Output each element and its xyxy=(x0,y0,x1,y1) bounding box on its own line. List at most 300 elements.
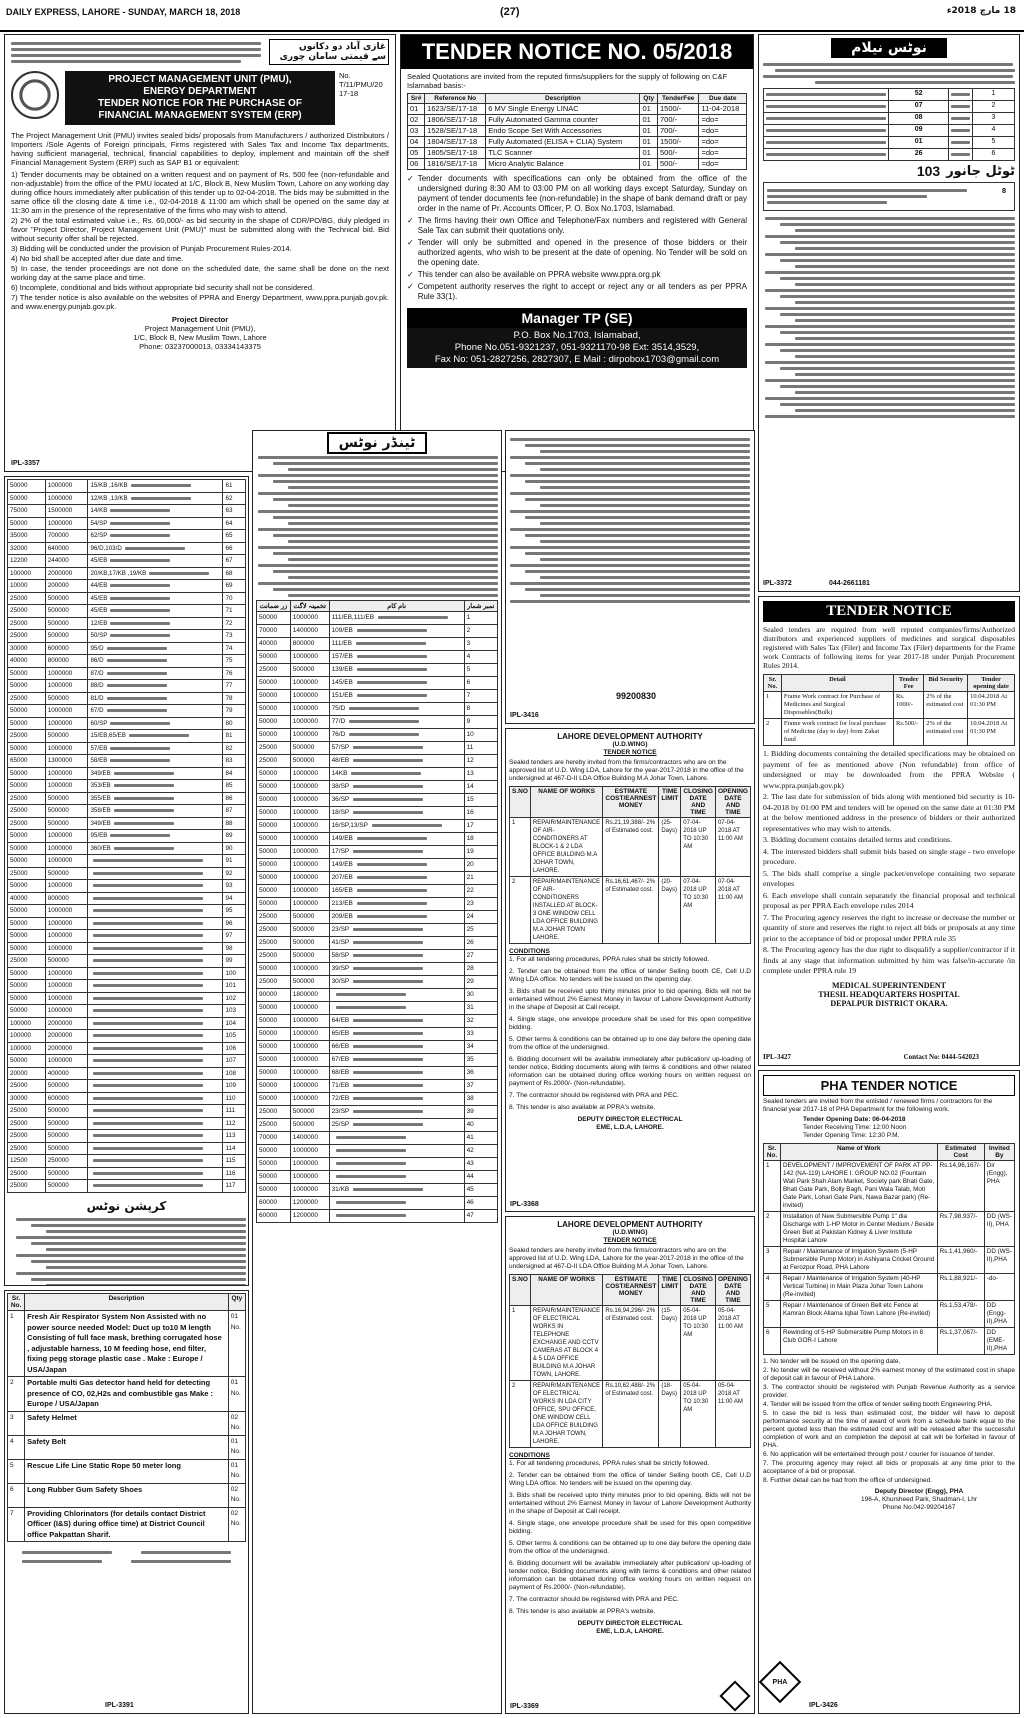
urdu-text-line xyxy=(31,1224,246,1227)
left-cell-sr: 74 xyxy=(223,642,246,655)
left-cell-cost: 2000000 xyxy=(45,1017,88,1030)
left-row xyxy=(8,1030,246,1043)
mid-row xyxy=(257,794,498,807)
mid-row xyxy=(257,677,498,690)
pha-cell: Dir (Engg), PHA xyxy=(984,1161,1014,1212)
left-cell-cost: 1000000 xyxy=(45,717,88,730)
left-row xyxy=(8,817,246,830)
mid-cell-cost: 500000 xyxy=(290,976,329,989)
urdu-text-line xyxy=(780,223,1015,226)
left-cell-label: 62/SP xyxy=(90,532,108,539)
lda1-row xyxy=(510,818,751,877)
mid-header-cell: تخمینہ لاگت xyxy=(290,601,329,612)
mid-tender-title: ٹینڈر نوٹس xyxy=(327,432,428,454)
urdu-text-line xyxy=(129,734,189,737)
page-number: (27) xyxy=(500,6,520,18)
urdu-text-line xyxy=(273,534,498,537)
left-cell-work xyxy=(88,967,223,980)
urdu-text-line xyxy=(31,1278,246,1281)
lda2-header-cell: ESTIMATE COST/EARNEST MONEY xyxy=(603,1275,659,1306)
lda1-condition: 2. Tender can be obtained from the office of tender Selling booth CE, Cell U.D Wing LDA office. No tenders will be issued on the opening day. xyxy=(509,968,751,983)
urdu-text-line xyxy=(780,277,1015,280)
urdu-text-line xyxy=(114,784,174,787)
urdu-text-line xyxy=(93,1184,203,1187)
left-cell-work xyxy=(88,830,223,843)
urdu-text-line xyxy=(780,295,1015,298)
urdu-text-line xyxy=(288,540,498,543)
okara-row xyxy=(764,719,1015,746)
pha-cell: 6 xyxy=(764,1328,781,1355)
auction-total: 103 xyxy=(916,163,941,179)
left-cell-cost: 1000000 xyxy=(45,480,88,493)
mid-header-cell: زر ضمانت xyxy=(257,601,291,612)
auction-cell-count: 52 xyxy=(889,89,949,101)
pha-note: 1. No tender will be issued on the opening date. xyxy=(763,1358,901,1365)
pha-table-header xyxy=(764,1144,1015,1161)
mid-cell-sr: 7 xyxy=(464,690,497,703)
left-cell-sr: 70 xyxy=(223,592,246,605)
okara-title: TENDER NOTICE xyxy=(763,601,1015,622)
urdu-text-line xyxy=(273,462,498,465)
urdu-text-line xyxy=(131,484,191,487)
urdu-text-line xyxy=(510,510,750,513)
left-cell-cost: 600000 xyxy=(45,642,88,655)
left-cell-work xyxy=(88,1105,223,1118)
okara-sig-2: THESIL HEADQUARTERS HOSPITAL xyxy=(818,989,960,999)
lda1-cell: (25-Days) xyxy=(659,818,681,877)
urdu-text-line xyxy=(46,1230,246,1233)
lda1-cell: Rs.21,19,388/- 2% of Estimated cost. xyxy=(603,818,659,877)
pha-cell: 1 xyxy=(764,1161,781,1212)
pha-cell: Rs.14,96,167/- xyxy=(937,1161,984,1212)
urdu-text-line xyxy=(258,582,498,585)
lda1-cell: 1 xyxy=(510,818,531,877)
urdu-text-line xyxy=(795,373,1015,376)
pha-cell: Repair / Maintenance of Irrigation System (5-HP Submersible Pump Motor) in Ashiyana Cricket Ground at Ferozpur Road, PHA Lahore xyxy=(780,1247,937,1274)
urdu-text-line xyxy=(357,863,427,866)
left-cell-cost: 250000 xyxy=(45,1155,88,1168)
mid-cell-label: 209/EB xyxy=(331,913,353,920)
tender05-cell: 01 xyxy=(640,115,658,126)
pmu-point: 4) No bid shall be accepted after due date and time. xyxy=(11,254,184,263)
mid-cell-sr: 12 xyxy=(464,755,497,768)
urdu-text-line xyxy=(93,959,203,962)
left-cell-cost: 500000 xyxy=(45,1117,88,1130)
left-cell-work xyxy=(88,1092,223,1105)
left-cell-security: 100000 xyxy=(8,1042,46,1055)
left-cell-sr: 77 xyxy=(223,680,246,693)
mid-cell-cost: 1000000 xyxy=(290,820,329,833)
lda1-table xyxy=(509,786,751,944)
mid-cell-label: 213/EB xyxy=(331,900,353,907)
items-row xyxy=(8,1311,246,1377)
urdu-text-line xyxy=(540,450,750,453)
mid-cell-security: 50000 xyxy=(257,1080,291,1093)
left-row xyxy=(8,867,246,880)
urdu-text-line xyxy=(951,117,970,120)
mid-cell-security: 50000 xyxy=(257,1158,291,1171)
mid-cell-label: 71/EB xyxy=(331,1082,350,1089)
left-cell-security: 20000 xyxy=(8,1067,46,1080)
mid-row xyxy=(257,781,498,794)
auction-total-label: ٹوٹل جانور xyxy=(946,163,1015,179)
urdu-text-line xyxy=(110,622,170,625)
urdu-text-line xyxy=(93,922,203,925)
left-row xyxy=(8,1155,246,1168)
items-cell: 7 xyxy=(8,1507,25,1542)
urdu-text-line xyxy=(510,474,750,477)
urdu-text-line xyxy=(114,847,174,850)
left-row xyxy=(8,917,246,930)
left-cell-cost: 1000000 xyxy=(45,905,88,918)
urdu-text-line xyxy=(107,697,167,700)
tender-notice-okara xyxy=(758,596,1020,1066)
urdu-text-line xyxy=(353,1097,423,1100)
mid-cell-sr: 45 xyxy=(464,1184,497,1197)
left-cell-sr: 78 xyxy=(223,692,246,705)
lda1-header-cell: TIME LIMIT xyxy=(659,787,681,818)
left-cell-sr: 116 xyxy=(223,1167,246,1180)
left-row xyxy=(8,630,246,643)
left-cell-label: 355/EB xyxy=(90,794,111,802)
lda1-sub: (U.D.WING) xyxy=(612,741,648,748)
okara-row xyxy=(764,692,1015,719)
urdu-text-line xyxy=(349,733,419,736)
urdu-text-line xyxy=(353,1084,423,1087)
mid-cell-sr: 44 xyxy=(464,1171,497,1184)
tender05-header-cell: Sr# xyxy=(408,94,425,104)
urdu-text-line xyxy=(766,93,886,96)
left-row xyxy=(8,905,246,918)
left-row xyxy=(8,980,246,993)
urdu-mid-ipl: IPL-3416 xyxy=(510,712,539,719)
mid-cell-cost: 1000000 xyxy=(290,716,329,729)
mid-cell-label: 77/D xyxy=(331,718,346,725)
urdu-text-line xyxy=(107,647,167,650)
tender05-cell: 1500/- xyxy=(658,137,699,148)
left-cell-sr: 64 xyxy=(223,517,246,530)
mid-cell-cost: 1000000 xyxy=(290,729,329,742)
urdu-text-line xyxy=(125,547,185,550)
urdu-text-line xyxy=(795,229,1015,232)
urdu-text-line xyxy=(110,747,170,750)
left-cell-work xyxy=(88,917,223,930)
urdu-text-line xyxy=(780,241,1015,244)
auction-cell-count: 01 xyxy=(889,137,949,149)
pha-cell: DD (EME-II),PHA xyxy=(984,1328,1014,1355)
left-cell-work xyxy=(88,592,223,605)
mid-cell-sr: 20 xyxy=(464,859,497,872)
left-cell-label: 95/EB xyxy=(90,832,108,839)
mid-cell-work xyxy=(329,1054,464,1067)
mid-cell-work xyxy=(329,937,464,950)
urdu-text-line xyxy=(780,313,1015,316)
urdu-text-line xyxy=(951,93,970,96)
mid-cell-cost: 1200000 xyxy=(290,1197,329,1210)
pha-cell: DD (Engg-II),PHA xyxy=(984,1301,1014,1328)
mid-cell-sr: 36 xyxy=(464,1067,497,1080)
mid-cell-work xyxy=(329,846,464,859)
mid-cell-label: 64/EB xyxy=(331,1017,350,1024)
mid-cell-security: 25000 xyxy=(257,937,291,950)
mid-cell-sr: 37 xyxy=(464,1080,497,1093)
mid-cell-sr: 33 xyxy=(464,1028,497,1041)
pha-receiving-label: Tender Receiving Time: xyxy=(803,1124,871,1131)
mid-cell-work xyxy=(329,989,464,1002)
left-cell-security: 50000 xyxy=(8,967,46,980)
pha-cell: 2 xyxy=(764,1212,781,1247)
left-row xyxy=(8,1005,246,1018)
mid-cell-security: 50000 xyxy=(257,885,291,898)
pha-cell: DEVELOPMENT / IMPROVEMENT OF PARK AT PP-142 (NA-119) LAHORE I. GROUP NO.02 (Fountain Wali Park Shah Alam Market, Society park Bhati Gate, Bhati Gate Park, Bolly Bagh, Pani Wala Talab, Moti Gate Park, Lohari Gate Park, Nawa Bazar park) (Re-invited) xyxy=(780,1161,937,1212)
left-cell-work xyxy=(88,780,223,793)
items-cell: 1 xyxy=(8,1311,25,1377)
left-cell-security: 25000 xyxy=(8,867,46,880)
left-cell-security: 10000 xyxy=(8,580,46,593)
urdu-text-line xyxy=(353,1188,423,1191)
mid-cell-cost: 500000 xyxy=(290,1106,329,1119)
mid-row xyxy=(257,1210,498,1223)
left-cell-work xyxy=(88,667,223,680)
mid-cell-work xyxy=(329,1171,464,1184)
left-cell-work xyxy=(88,1067,223,1080)
urdu-text-line xyxy=(93,1134,203,1137)
mid-cell-cost: 1000000 xyxy=(290,1158,329,1171)
items-row xyxy=(8,1435,246,1459)
urdu-text-line xyxy=(107,672,167,675)
urdu-text-line xyxy=(510,564,750,567)
urdu-text-line xyxy=(46,1266,246,1269)
left-cell-sr: 100 xyxy=(223,967,246,980)
urdu-text-line xyxy=(780,403,1015,406)
okara-cell: 2% of the estimated cost xyxy=(924,692,968,719)
left-cell-security: 50000 xyxy=(8,992,46,1005)
mid-row xyxy=(257,1080,498,1093)
left-cell-cost: 1000000 xyxy=(45,930,88,943)
mid-cell-label: 66/EB xyxy=(331,1043,350,1050)
lda1-cell: 2 xyxy=(510,877,531,944)
mid-cell-work xyxy=(329,950,464,963)
items-row xyxy=(8,1377,246,1412)
urdu-text-line xyxy=(357,837,427,840)
urdu-text-line xyxy=(357,694,427,697)
left-cell-sr: 71 xyxy=(223,605,246,618)
lda2-condition: 6. Bidding document will be available immediately after publication/ up-loading of tender notice, Bidding documents along with terms & conditions and other related information can be obtained during office working hours on written request on payment of Rs.2000/- (Non-refundable). xyxy=(509,1560,751,1591)
pmu-ipl: IPL-3357 xyxy=(11,460,40,467)
pmu-signature-address: 1/C, Block B, New Muslim Town, Lahore xyxy=(133,333,267,342)
mid-cell-work xyxy=(329,898,464,911)
tender05-cell: 03 xyxy=(408,126,425,137)
lda1-header-cell: OPENING DATE AND TIME xyxy=(715,787,750,818)
urdu-text-line xyxy=(780,259,1015,262)
mid-cell-security: 25000 xyxy=(257,1119,291,1132)
lda2-cell: REPAIR/MAINTENANCE OF ELECTRICAL WORKS IN LDA CITY OFFICE, SPU OFFICE, ONE WINDOW CELL LDA OFFICE BUILDING M.A JOHAR TOWN, LAHORE. xyxy=(530,1381,602,1448)
urdu-text-line xyxy=(951,153,970,156)
okara-cell: 10.04.2018 At 01:30 PM xyxy=(968,692,1015,719)
lda1-condition: 6. Bidding document will be available immediately after publication/ up-loading of tender notice, Bidding documents along with terms & conditions and other related information can be obtained during office working hours on written request on payment of Rs.2000/- (Non-refundable). xyxy=(509,1056,751,1087)
left-cell-sr: 114 xyxy=(223,1142,246,1155)
left-cell-cost: 1000000 xyxy=(45,742,88,755)
urdu-text-line xyxy=(353,1071,423,1074)
urdu-text-line xyxy=(510,546,750,549)
urdu-text-line xyxy=(353,1045,423,1048)
lda2-cell: (18-Days) xyxy=(659,1381,681,1448)
urdu-text-line xyxy=(16,1218,246,1221)
mid-cell-security: 50000 xyxy=(257,690,291,703)
pha-logo-icon: PHA xyxy=(759,1661,801,1703)
urdu-text-line xyxy=(540,558,750,561)
left-row xyxy=(8,755,246,768)
mid-cell-security: 50000 xyxy=(257,833,291,846)
items-cell: Long Rubber Gum Safety Shoes xyxy=(25,1483,229,1507)
left-cell-sr: 105 xyxy=(223,1030,246,1043)
urdu-text-line xyxy=(766,153,886,156)
mid-cell-work xyxy=(329,859,464,872)
left-cell-sr: 111 xyxy=(223,1105,246,1118)
urdu-corner-ad: غازی آباد دو دکانوں سے قیمتی سامان چوری xyxy=(269,39,389,65)
left-cell-sr: 69 xyxy=(223,580,246,593)
lda2-condition: 3. Bids shall be received upto thirty minutes prior to bid opening. Bids will not be entertained without 2% Earnest Money in favour of Lahore Development Authority in the shape of Deposit at Call receipt. xyxy=(509,1492,751,1515)
left-row xyxy=(8,967,246,980)
pha-table xyxy=(763,1143,1015,1355)
urdu-text-line xyxy=(540,540,750,543)
lda2-ipl: IPL-3369 xyxy=(510,1703,539,1710)
mid-cell-label: 39/SP xyxy=(331,965,350,972)
mid-cell-work xyxy=(329,612,464,625)
left-cell-label: 58/EB xyxy=(90,757,108,764)
left-row xyxy=(8,1055,246,1068)
mid-row xyxy=(257,807,498,820)
urdu-auction-notice xyxy=(758,34,1020,592)
left-cell-sr: 76 xyxy=(223,667,246,680)
urdu-text-line xyxy=(378,616,448,619)
pha-cell: Rewinding of 5-HP Submersible Pump Motors in 8 Club GOR-I Lahore xyxy=(780,1328,937,1355)
mid-cell-cost: 1000000 xyxy=(290,1093,329,1106)
mid-cell-work xyxy=(329,1002,464,1015)
mid-row xyxy=(257,1028,498,1041)
urdu-text-line xyxy=(273,480,498,483)
left-cell-cost: 500000 xyxy=(45,1180,88,1193)
urdu-text-line xyxy=(107,709,167,712)
tender05-cell: 500/- xyxy=(658,148,699,159)
urdu-text-line xyxy=(93,859,203,862)
mid-cell-sr: 2 xyxy=(464,625,497,638)
okara-table xyxy=(763,674,1015,746)
mid-cell-label: 48/EB xyxy=(331,757,350,764)
check-icon: ✓ xyxy=(407,238,414,247)
mid-row xyxy=(257,625,498,638)
lda2-table xyxy=(509,1274,751,1448)
urdu-text-line xyxy=(93,1047,203,1050)
items-cell: Safety Helmet xyxy=(25,1411,229,1435)
left-cell-cost: 1000000 xyxy=(45,1055,88,1068)
left-cell-work xyxy=(88,1167,223,1180)
mid-cell-cost: 1000000 xyxy=(290,781,329,794)
mid-cell-work xyxy=(329,768,464,781)
mid-cell-label: 57/SP xyxy=(331,744,350,751)
left-row xyxy=(8,1042,246,1055)
auction-cell-text xyxy=(764,137,889,149)
pha-cell: -do- xyxy=(984,1274,1014,1301)
left-cell-sr: 95 xyxy=(223,905,246,918)
pmu-intro: The Project Management Unit (PMU) invites sealed bids/ proposals from Manufacturers / authorized Distributors / Importers /Sole Agents of Foreign principals, Firms registered with Sales Tax and Income Tax departments, having sufficient managerial, technical, financial capabilities to deploy, implement and maintain off the shelf Financial Management System (ERP) such as SAP B1 or equivalent: xyxy=(11,131,389,167)
items-cell: Rescue Life Line Static Rope 50 meter long xyxy=(25,1459,229,1483)
lda2-conditions xyxy=(509,1460,751,1616)
items-cell: 3 xyxy=(8,1411,25,1435)
mid-cell-security: 50000 xyxy=(257,807,291,820)
mid-cell-label: 145/EB xyxy=(331,679,353,686)
check-icon: ✓ xyxy=(407,174,414,183)
mid-cell-cost: 1000000 xyxy=(290,1067,329,1080)
items-cell: 01 No. xyxy=(228,1377,245,1412)
pha-note: 2. No tender will be received without 2% earnest money of the estimated cost in shape of deposit call in favour of PHA Lahore. xyxy=(763,1367,1015,1382)
okara-header-cell: Tender opening date xyxy=(968,675,1015,692)
urdu-text-line xyxy=(357,629,427,632)
okara-point: 2. The last date for submission of bids along with mentioned bid security is 10-04-2018 by 01:00 PM and tenders will be opened on the same date at 01:30 PM at the below mentioned address in the presence of bidders or their authorized representatives who may wish to attends. xyxy=(763,792,1015,833)
mid-cell-work xyxy=(329,924,464,937)
urdu-text-line xyxy=(353,811,423,814)
mid-cell-label: 75/D xyxy=(331,705,346,712)
mid-cell-work xyxy=(329,703,464,716)
left-cell-cost: 1000000 xyxy=(45,767,88,780)
okara-cell: 1 xyxy=(764,692,782,719)
pmu-point: 7) The tender notice is also available on the websites of PPRA and Energy Department, www.ppra.punjab.gov.pk. and www.energy.punjab.gov.pk. xyxy=(11,293,389,311)
mid-cell-sr: 10 xyxy=(464,729,497,742)
left-cell-cost: 500000 xyxy=(45,730,88,743)
tender05-cell: Micro Analytic Balance xyxy=(486,159,640,170)
left-cell-work xyxy=(88,992,223,1005)
urdu-text-line xyxy=(93,1009,203,1012)
auction-cell-text xyxy=(764,149,889,161)
mid-cell-security: 50000 xyxy=(257,677,291,690)
left-row xyxy=(8,505,246,518)
left-cell-security: 25000 xyxy=(8,1180,46,1193)
mid-cell-security: 25000 xyxy=(257,976,291,989)
urdu-text-line xyxy=(336,1136,406,1139)
left-row xyxy=(8,492,246,505)
left-cell-work xyxy=(88,605,223,618)
left-cell-security: 50000 xyxy=(8,480,46,493)
left-cell-sr: 97 xyxy=(223,930,246,943)
okara-header-cell: Tender Fee xyxy=(893,675,923,692)
mid-row xyxy=(257,755,498,768)
left-cell-cost: 2000000 xyxy=(45,567,88,580)
urdu-text-line xyxy=(353,1123,423,1126)
lda1-cell: 07-04-2018 AT 11:00 AM xyxy=(715,877,750,944)
tender05-bullet xyxy=(407,270,747,280)
left-cell-sr: 84 xyxy=(223,767,246,780)
pha-opening-label: Tender Opening Date: xyxy=(803,1116,871,1123)
mid-cell-work xyxy=(329,1158,464,1171)
mid-cell-work xyxy=(329,872,464,885)
mid-cell-label: 14KB xyxy=(331,770,348,777)
left-cell-sr: 86 xyxy=(223,792,246,805)
mid-cell-work xyxy=(329,807,464,820)
tender05-table-header xyxy=(408,94,747,104)
left-cell-work xyxy=(88,492,223,505)
mid-cell-cost: 1000000 xyxy=(290,963,329,976)
urdu-text-line xyxy=(93,984,203,987)
mid-cell-work xyxy=(329,1106,464,1119)
left-cell-work xyxy=(88,567,223,580)
tender05-row xyxy=(408,115,747,126)
mid-row xyxy=(257,1119,498,1132)
lda1-condition: 1. For all tendering procedures, PPRA rules shall be strictly followed. xyxy=(509,956,710,963)
lda1-cell: 07-04-2018 UP TO 10:30 AM xyxy=(681,877,716,944)
pha-intro: Sealed tenders are invited from the enlisted / renewed firms / contractors for the financial year 2017-18 of PHA Department for the following work. xyxy=(763,1098,993,1113)
left-cell-cost: 1000000 xyxy=(45,992,88,1005)
mid-cell-cost: 1000000 xyxy=(290,1015,329,1028)
